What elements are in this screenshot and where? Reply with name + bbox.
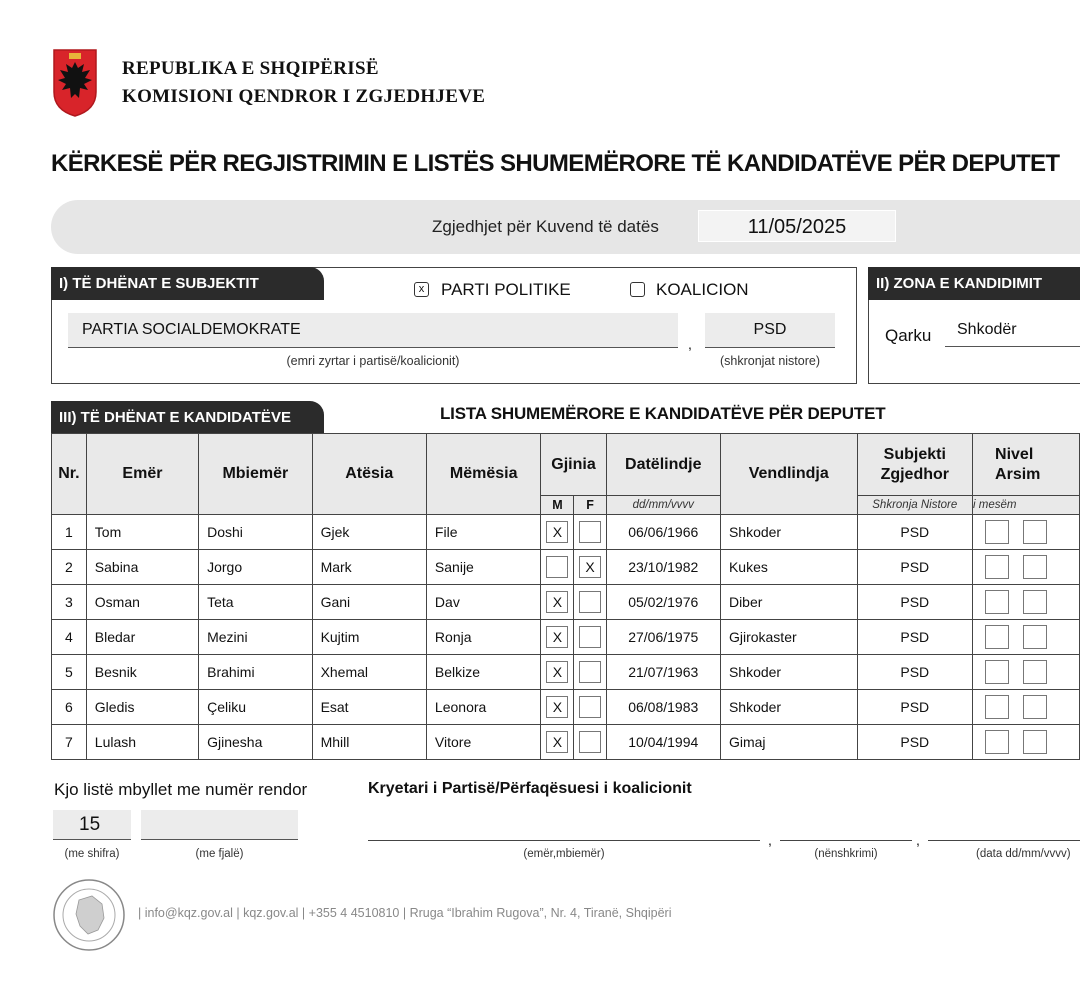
chair-name-caption: (emër,mbiemër) xyxy=(523,848,605,860)
col-birthplace: Vendlindja xyxy=(720,434,857,515)
cell-father[interactable]: Gjek xyxy=(312,515,426,550)
cell-mother[interactable]: Belkize xyxy=(426,655,541,690)
cell-father[interactable]: Kujtim xyxy=(312,620,426,655)
party-name-field[interactable]: PARTIA SOCIALDEMOKRATE xyxy=(68,313,678,348)
chair-name-line[interactable] xyxy=(368,840,760,841)
closing-number-caption: (me shifra) xyxy=(64,848,120,860)
cell-birthplace[interactable]: Gjirokaster xyxy=(720,620,857,655)
cell-mother[interactable]: Leonora xyxy=(426,690,541,725)
cell-dob[interactable]: 06/06/1966 xyxy=(606,515,720,550)
chair-label: Kryetari i Partisë/Përfaqësuesi i koalicionit xyxy=(368,780,692,797)
col-nr: Nr. xyxy=(52,434,87,515)
cell-father[interactable]: Mark xyxy=(312,550,426,585)
cell-birthplace[interactable]: Shkoder xyxy=(720,515,857,550)
cell-gender-m xyxy=(541,655,574,690)
subject-section-heading: I) TË DHËNAT E SUBJEKTIT xyxy=(51,267,324,300)
cell-first-name[interactable]: Osman xyxy=(86,585,198,620)
cell-gender-f xyxy=(574,655,606,690)
cell-first-name[interactable]: Sabina xyxy=(86,550,198,585)
cell-birthplace[interactable]: Shkoder xyxy=(720,655,857,690)
col-dob: Datëlindje xyxy=(606,434,720,496)
header-commission: KOMISIONI QENDROR I ZGJEDHJEVE xyxy=(122,86,486,107)
cell-birthplace[interactable]: Shkoder xyxy=(720,690,857,725)
cell-education xyxy=(973,620,1080,655)
col-gender-m: M xyxy=(541,496,574,515)
education-checkbox[interactable] xyxy=(985,625,1009,649)
table-row xyxy=(52,620,1080,655)
cell-last-name[interactable]: Teta xyxy=(199,585,312,620)
closing-label: Kjo listë mbyllet me numër rendor xyxy=(54,780,308,799)
cell-dob[interactable]: 21/07/1963 xyxy=(606,655,720,690)
cell-subject[interactable]: PSD xyxy=(857,550,973,585)
col-subject-line2: Zgjedhor xyxy=(880,465,949,483)
education-checkbox[interactable] xyxy=(985,730,1009,754)
col-gender: Gjinia xyxy=(541,434,606,496)
cell-gender-m xyxy=(541,690,574,725)
table-row xyxy=(52,515,1080,550)
col-first-name: Emër xyxy=(86,434,198,515)
cell-gender-f xyxy=(574,690,606,725)
cell-mother[interactable]: Dav xyxy=(426,585,541,620)
cell-gender-f xyxy=(574,620,606,655)
cell-nr[interactable]: 2 xyxy=(52,550,87,585)
cell-first-name[interactable]: Bledar xyxy=(86,620,198,655)
cell-birthplace[interactable]: Diber xyxy=(720,585,857,620)
col-education xyxy=(973,434,1080,496)
election-date-field[interactable]: 11/05/2025 xyxy=(698,210,896,242)
cell-dob[interactable]: 06/08/1983 xyxy=(606,690,720,725)
party-abbr-field[interactable]: PSD xyxy=(705,313,835,348)
cell-nr[interactable]: 5 xyxy=(52,655,87,690)
table-row xyxy=(52,725,1080,760)
col-education-line1: Nivel xyxy=(995,445,1034,463)
coalition-option-label: KOALICION xyxy=(656,280,749,299)
gender-checkbox[interactable]: X xyxy=(546,731,568,753)
gender-checkbox[interactable]: X xyxy=(546,591,568,613)
chair-date-caption: (data dd/mm/vvvv) xyxy=(976,848,1071,860)
education-checkbox[interactable] xyxy=(1023,590,1047,614)
header-republic: REPUBLIKA E SHQIPËRISË xyxy=(122,58,379,79)
cell-dob[interactable]: 23/10/1982 xyxy=(606,550,720,585)
education-checkbox[interactable] xyxy=(1023,695,1047,719)
col-mother: Mëmësia xyxy=(426,434,541,515)
chair-signature-caption: (nënshkrimi) xyxy=(814,848,878,860)
cell-nr[interactable]: 3 xyxy=(52,585,87,620)
cell-gender-m xyxy=(541,620,574,655)
cell-gender-m xyxy=(541,585,574,620)
cell-nr[interactable]: 4 xyxy=(52,620,87,655)
cell-father[interactable]: Gani xyxy=(312,585,426,620)
cell-subject[interactable]: PSD xyxy=(857,620,973,655)
cell-subject[interactable]: PSD xyxy=(857,585,973,620)
col-education-sub: i mesëm xyxy=(973,496,1080,515)
cell-first-name[interactable]: Tom xyxy=(86,515,198,550)
candidates-list-title: LISTA SHUMEMËRORE E KANDIDATËVE PËR DEPUTET xyxy=(440,404,886,423)
cell-education xyxy=(973,515,1080,550)
education-checkbox[interactable] xyxy=(1023,625,1047,649)
education-checkbox[interactable] xyxy=(985,695,1009,719)
gender-checkbox[interactable]: X xyxy=(546,696,568,718)
party-checkbox[interactable]: x xyxy=(414,282,429,297)
qarku-field[interactable]: Shkodër xyxy=(945,314,1080,347)
cell-last-name[interactable]: Mezini xyxy=(199,620,312,655)
col-subject-line1: Subjekti xyxy=(883,445,946,463)
cell-education xyxy=(973,585,1080,620)
cell-first-name[interactable]: Gledis xyxy=(86,690,198,725)
party-abbr-caption: (shkronjat nistore) xyxy=(719,354,821,368)
education-checkbox[interactable] xyxy=(1023,520,1047,544)
cell-last-name[interactable]: Çeliku xyxy=(199,690,312,725)
education-checkbox[interactable] xyxy=(1023,730,1047,754)
col-gender-f: F xyxy=(574,496,606,515)
cell-dob[interactable]: 05/02/1976 xyxy=(606,585,720,620)
party-option-label: PARTI POLITIKE xyxy=(441,280,571,299)
cell-education xyxy=(973,655,1080,690)
cell-mother[interactable]: Vitore xyxy=(426,725,541,760)
cell-nr[interactable]: 1 xyxy=(52,515,87,550)
closing-words-field[interactable] xyxy=(141,810,298,840)
cell-first-name[interactable]: Lulash xyxy=(86,725,198,760)
chair-signature-line[interactable] xyxy=(780,840,912,841)
election-date-label: Zgjedhjet për Kuvend të datës xyxy=(432,217,659,236)
cell-mother[interactable]: Sanije xyxy=(426,550,541,585)
table-row xyxy=(52,585,1080,620)
cell-first-name[interactable]: Besnik xyxy=(86,655,198,690)
col-last-name: Mbiemër xyxy=(199,434,312,515)
kqz-seal-icon xyxy=(52,878,126,952)
separator: , xyxy=(768,832,772,848)
cell-gender-m xyxy=(541,725,574,760)
closing-words-caption: (me fjalë) xyxy=(195,848,244,860)
cell-education xyxy=(973,690,1080,725)
gender-checkbox[interactable]: X xyxy=(579,556,601,578)
cell-subject[interactable]: PSD xyxy=(857,725,973,760)
table-row xyxy=(52,690,1080,725)
cell-birthplace[interactable]: Gimaj xyxy=(720,725,857,760)
education-checkbox[interactable] xyxy=(985,660,1009,684)
cell-subject[interactable]: PSD xyxy=(857,690,973,725)
education-checkbox[interactable] xyxy=(1023,555,1047,579)
table-row xyxy=(52,550,1080,585)
col-dob-format: dd/mm/vvvv xyxy=(606,496,720,515)
qarku-label: Qarku xyxy=(885,326,932,345)
separator: , xyxy=(688,336,692,352)
party-name-caption: (emri zyrtar i partisë/koalicionit) xyxy=(286,354,460,368)
col-subject xyxy=(857,434,973,496)
cell-education xyxy=(973,725,1080,760)
albania-coat-of-arms-icon xyxy=(52,48,98,118)
coalition-checkbox[interactable] xyxy=(630,282,645,297)
candidates-section-heading: III) TË DHËNAT E KANDIDATËVE xyxy=(51,401,324,434)
gender-checkbox[interactable] xyxy=(579,731,601,753)
education-checkbox[interactable] xyxy=(985,520,1009,544)
gender-checkbox[interactable]: X xyxy=(546,521,568,543)
cell-gender-m xyxy=(541,515,574,550)
cell-gender-f xyxy=(574,515,606,550)
col-father: Atësia xyxy=(312,434,426,515)
gender-checkbox[interactable] xyxy=(579,521,601,543)
gender-checkbox[interactable] xyxy=(579,591,601,613)
cell-last-name[interactable]: Jorgo xyxy=(199,550,312,585)
cell-nr[interactable]: 6 xyxy=(52,690,87,725)
education-checkbox[interactable] xyxy=(985,555,1009,579)
gender-checkbox[interactable]: X xyxy=(546,626,568,648)
page-title: KËRKESË PËR REGJISTRIMIN E LISTËS SHUMEMËRORE TË KANDIDATËVE PËR DEPUTET xyxy=(51,150,1060,177)
gender-checkbox[interactable] xyxy=(579,696,601,718)
cell-dob[interactable]: 27/06/1975 xyxy=(606,620,720,655)
cell-last-name[interactable]: Brahimi xyxy=(199,655,312,690)
separator: , xyxy=(916,832,920,848)
cell-father[interactable]: Mhill xyxy=(312,725,426,760)
cell-gender-f xyxy=(574,725,606,760)
cell-last-name[interactable]: Doshi xyxy=(199,515,312,550)
zone-section-heading: II) ZONA E KANDIDIMIT xyxy=(868,267,1080,300)
gender-checkbox[interactable]: X xyxy=(546,661,568,683)
cell-gender-f xyxy=(574,550,606,585)
chair-date-line[interactable] xyxy=(928,840,1080,841)
cell-subject[interactable]: PSD xyxy=(857,515,973,550)
cell-education xyxy=(973,550,1080,585)
candidates-table xyxy=(51,433,1080,760)
cell-gender-m xyxy=(541,550,574,585)
footer-contact: | info@kqz.gov.al | kqz.gov.al | +355 4 4510810 | Rruga “Ibrahim Rugova”, Nr. 4, Tiranë, Shqipëri xyxy=(138,906,672,920)
cell-mother[interactable]: File xyxy=(426,515,541,550)
gender-checkbox[interactable] xyxy=(579,661,601,683)
cell-subject[interactable]: PSD xyxy=(857,655,973,690)
education-checkbox[interactable] xyxy=(985,590,1009,614)
cell-father[interactable]: Xhemal xyxy=(312,655,426,690)
cell-mother[interactable]: Ronja xyxy=(426,620,541,655)
gender-checkbox[interactable] xyxy=(579,626,601,648)
education-checkbox[interactable] xyxy=(1023,660,1047,684)
gender-checkbox[interactable] xyxy=(546,556,568,578)
cell-dob[interactable]: 10/04/1994 xyxy=(606,725,720,760)
col-education-line2: Arsim xyxy=(995,465,1041,483)
cell-father[interactable]: Esat xyxy=(312,690,426,725)
col-subject-sub: Shkronja Nistore xyxy=(857,496,973,515)
cell-gender-f xyxy=(574,585,606,620)
cell-birthplace[interactable]: Kukes xyxy=(720,550,857,585)
cell-last-name[interactable]: Gjinesha xyxy=(199,725,312,760)
cell-nr[interactable]: 7 xyxy=(52,725,87,760)
closing-number-field[interactable]: 15 xyxy=(53,810,131,840)
table-row xyxy=(52,655,1080,690)
